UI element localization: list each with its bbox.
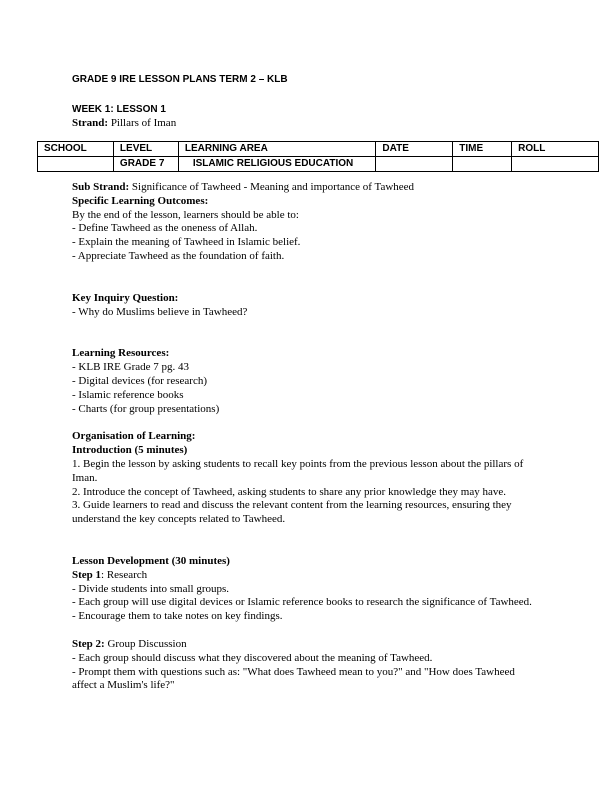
list-item: 1. Begin the lesson by asking students to recall key points from the previous lesson about the pillars of Iman. bbox=[72, 457, 524, 484]
list-item: - Explain the meaning of Tawheed in Islamic belief. bbox=[72, 236, 301, 249]
strand-line bbox=[72, 117, 176, 129]
substrand-label: Sub Strand: bbox=[72, 181, 130, 193]
list-item: - Divide students into small groups. bbox=[72, 582, 230, 595]
header-roll: ROLL bbox=[512, 142, 599, 157]
table-row bbox=[38, 157, 599, 172]
development-title: Lesson Development (30 minutes) bbox=[72, 554, 230, 567]
cell-time bbox=[453, 157, 512, 172]
step1-value: : Research bbox=[101, 568, 148, 581]
strand-value: Pillars of Iman bbox=[108, 117, 177, 129]
cell-learning-area: ISLAMIC RELIGIOUS EDUCATION bbox=[178, 157, 376, 172]
cell-roll bbox=[512, 157, 599, 172]
strand-label: Strand: bbox=[72, 117, 109, 129]
list-item: - Encourage them to take notes on key findings. bbox=[72, 610, 283, 623]
step1-line bbox=[72, 569, 542, 583]
header-time: TIME bbox=[453, 142, 512, 157]
lesson-body bbox=[72, 181, 542, 693]
cell-school bbox=[38, 157, 114, 172]
lesson-info-table bbox=[37, 141, 599, 172]
list-item: 3. Guide learners to read and discuss the relevant content from the learning resources, ensuring they understand the key concepts related to Tawheed. bbox=[72, 499, 512, 526]
list-item: - Digital devices (for research) bbox=[72, 374, 207, 387]
table-header-row bbox=[38, 142, 599, 157]
header-date: DATE bbox=[376, 142, 453, 157]
outcomes-intro: By the end of the lesson, learners should be able to: bbox=[72, 208, 299, 221]
list-item: - Define Tawheed as the oneness of Allah. bbox=[72, 222, 258, 235]
list-item: - Each group will use digital devices or Islamic reference books to research the significance of Tawheed. bbox=[72, 596, 532, 609]
inquiry-title: Key Inquiry Question: bbox=[72, 291, 179, 304]
list-item: - KLB IRE Grade 7 pg. 43 bbox=[72, 361, 190, 374]
cell-level: GRADE 7 bbox=[113, 157, 178, 172]
substrand-line bbox=[72, 181, 542, 195]
list-item: - Appreciate Tawheed as the foundation of faith. bbox=[72, 249, 285, 262]
step2-value: Group Discussion bbox=[104, 637, 187, 650]
list-item: - Why do Muslims believe in Tawheed? bbox=[72, 305, 248, 318]
cell-date bbox=[376, 157, 453, 172]
list-item: - Charts (for group presentations) bbox=[72, 402, 220, 415]
step2-label: Step 2: bbox=[72, 637, 105, 650]
header-learning-area: LEARNING AREA bbox=[178, 142, 376, 157]
list-item: - Each group should discuss what they discovered about the meaning of Tawheed. bbox=[72, 651, 433, 664]
introduction-title: Introduction (5 minutes) bbox=[72, 444, 188, 457]
substrand-value: Significance of Tawheed - Meaning and importance of Tawheed bbox=[129, 181, 415, 193]
organisation-title: Organisation of Learning: bbox=[72, 430, 196, 443]
list-item: 2. Introduce the concept of Tawheed, asking students to share any prior knowledge they may have. bbox=[72, 485, 507, 498]
step1-label: Step 1 bbox=[72, 568, 102, 581]
list-item: - Prompt them with questions such as: "What does Tawheed mean to you?" and "How does Tawheed affect a Muslim's life?" bbox=[72, 665, 515, 692]
header-level: LEVEL bbox=[113, 142, 178, 157]
outcomes-title: Specific Learning Outcomes: bbox=[72, 194, 209, 207]
list-item: - Islamic reference books bbox=[72, 388, 184, 401]
resources-title: Learning Resources: bbox=[72, 347, 170, 360]
step2-line bbox=[72, 638, 542, 652]
week-lesson-label: WEEK 1: LESSON 1 bbox=[72, 104, 166, 115]
document-title: GRADE 9 IRE LESSON PLANS TERM 2 – KLB bbox=[72, 74, 288, 85]
header-school: SCHOOL bbox=[38, 142, 114, 157]
